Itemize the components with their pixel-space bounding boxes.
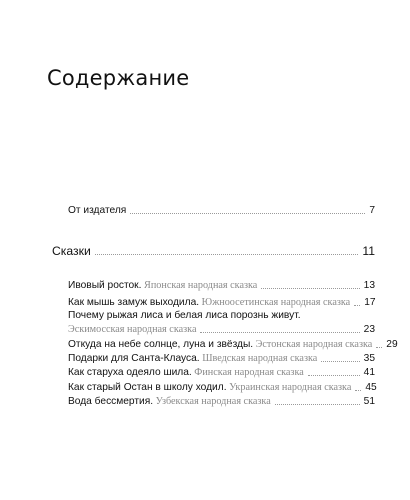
toc-entry-origin: Украинская народная сказка bbox=[229, 382, 352, 393]
toc-entry-title: Как старуха одеяло шила. bbox=[68, 367, 192, 378]
dot-leader bbox=[275, 404, 360, 405]
toc-entry-story-continuation[interactable] bbox=[68, 324, 375, 336]
dot-leader bbox=[354, 305, 360, 306]
toc-page-number: 41 bbox=[363, 367, 375, 378]
toc-page-number: 13 bbox=[363, 280, 375, 291]
dot-leader bbox=[261, 288, 359, 289]
toc-entry-title: От издателя bbox=[68, 205, 127, 216]
toc-entry-title: Вода бессмертия. bbox=[68, 396, 154, 407]
toc-entry-publisher-note[interactable] bbox=[68, 205, 375, 217]
dot-leader bbox=[376, 347, 382, 348]
dot-leader bbox=[95, 254, 359, 255]
toc-entry-title: Как старый Остан в школу ходил. bbox=[68, 382, 227, 393]
page-title: Содержание bbox=[47, 66, 190, 90]
dot-leader bbox=[355, 390, 361, 391]
toc-entry-story[interactable] bbox=[68, 339, 398, 351]
toc-entry-origin: Эстонская народная сказка bbox=[255, 339, 373, 350]
toc-section-tales[interactable] bbox=[52, 244, 375, 258]
toc-entry-origin: Японская народная сказка bbox=[144, 280, 258, 291]
dot-leader bbox=[200, 332, 359, 333]
toc-section-title: Сказки bbox=[52, 244, 91, 258]
toc-entry-title: Почему рыжая лиса и белая лиса порознь живут. bbox=[68, 310, 301, 321]
toc-entry-story[interactable] bbox=[68, 382, 375, 394]
toc-page-number: 7 bbox=[369, 205, 375, 216]
dot-leader bbox=[308, 375, 360, 376]
toc-entry-story[interactable] bbox=[68, 310, 375, 322]
toc-entry-origin: Узбекская народная сказка bbox=[155, 396, 271, 407]
toc-entry-title: Как мышь замуж выходила. bbox=[68, 297, 200, 308]
dot-leader bbox=[321, 361, 359, 362]
toc-entry-origin: Южноосетинская народная сказка bbox=[201, 297, 351, 308]
toc-page-number: 23 bbox=[363, 324, 375, 335]
dot-leader bbox=[130, 213, 365, 214]
toc-entry-story[interactable] bbox=[68, 367, 375, 379]
toc-page-number: 11 bbox=[362, 244, 375, 258]
toc-page-number: 45 bbox=[365, 382, 377, 393]
toc-entry-origin: Шведская народная сказка bbox=[202, 353, 318, 364]
toc-entry-origin: Финская народная сказка bbox=[194, 367, 304, 378]
toc-entry-title: Подарки для Санта-Клауса. bbox=[68, 353, 200, 364]
toc-entry-story[interactable] bbox=[68, 280, 375, 292]
toc-page-number: 17 bbox=[364, 297, 376, 308]
toc-page-number: 51 bbox=[363, 396, 375, 407]
toc-entry-story[interactable] bbox=[68, 353, 375, 365]
toc-entry-story[interactable] bbox=[68, 297, 375, 309]
toc-entry-origin: Эскимосская народная сказка bbox=[68, 324, 197, 335]
toc-page-number: 29 bbox=[386, 339, 398, 350]
toc-entry-title: Ивовый росток. bbox=[68, 280, 142, 291]
toc-entry-title: Откуда на небе солнце, луна и звёзды. bbox=[68, 339, 254, 350]
toc-page-number: 35 bbox=[363, 353, 375, 364]
toc-entry-story[interactable] bbox=[68, 396, 375, 408]
